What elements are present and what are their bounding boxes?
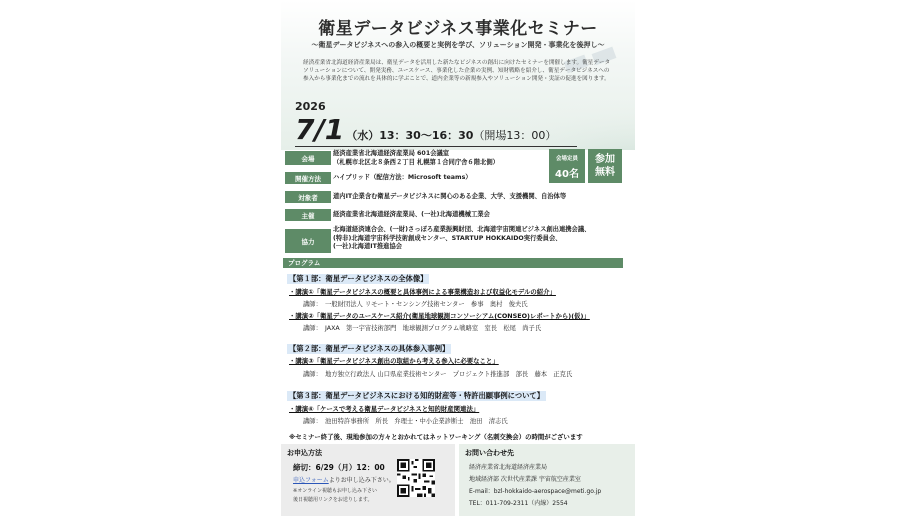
venue-value — [333, 150, 499, 167]
qr-code-icon[interactable] — [397, 459, 435, 497]
venue-name: 経済産業省北海道経済産業局 601会議室 — [333, 150, 450, 157]
contact-tel: TEL：011-709-2311（内線）2554 — [469, 500, 568, 507]
apply-note-2: 後日視聴用リンクをお送りします。 — [293, 497, 373, 503]
lecture-2-title: ・講演②「衛星データのユースケース紹介(衛星地球観測コンソーシアム(CONSEO)レポートから)(仮)」 — [289, 312, 590, 320]
contact-dept: 地域経済部 次世代産業課 宇宙航空産業室 — [469, 476, 581, 483]
host-label: 主催 — [285, 209, 331, 221]
event-time: （水）13：30〜16：30 — [346, 129, 474, 142]
capacity-value: 40名 — [555, 169, 579, 180]
target-value: 道内IT企業含む衛星データビジネスに関心のある企業、大学、支援機関、自治体等 — [333, 193, 567, 200]
venue-address: （札幌市北区北８条西２丁目 札幌第１合同庁舎６階北側） — [333, 158, 499, 166]
lecture-4-title: ・講演④「ケースで考える衛星データビジネスと知的財産関連法」 — [289, 405, 480, 413]
contact-email[interactable]: E-mail：bzl-hokkaido-aerospace@meti.go.jp — [469, 488, 602, 495]
lecture-3-title: ・講演③「衛星データビジネス創出の取組から考える参入に必要なこと」 — [289, 357, 499, 365]
capacity-label: 会場定員 — [555, 156, 578, 162]
event-open-time: （開場13：00） — [473, 129, 557, 142]
seminar-flyer — [281, 0, 635, 516]
date-underline — [295, 146, 577, 147]
apply-form-link[interactable]: 申込フォーム — [293, 477, 329, 484]
event-date — [295, 113, 556, 146]
lecture-2-speaker: 講師： JAXA 第一宇宙技術部門 地球観測プログラム戦略室 室長 松尾 尚子氏 — [303, 325, 542, 332]
cooperation-line-3: (一社)北海道IT推進協会 — [333, 243, 403, 250]
apply-title: お申込方法 — [287, 449, 322, 457]
venue-label: 会場 — [285, 151, 331, 165]
part1-title: 【第１部：衛星データビジネスの全体像】 — [289, 274, 428, 283]
page-subtitle: ～衛星データビジネスへの参入の概要と実例を学び、ソリューション開発・事業化を後押し～ — [311, 41, 605, 49]
target-label: 対象者 — [285, 191, 331, 203]
event-date-day: 7/1 — [295, 113, 345, 146]
apply-box — [281, 444, 455, 516]
format-value: ハイブリッド（配信方法：Microsoft teams） — [333, 174, 472, 181]
event-year: 2026 — [295, 100, 326, 113]
part3-title: 【第３部：衛星データビジネスにおける知的財産等・特許出願事例について】 — [289, 391, 545, 400]
cooperation-value — [333, 226, 590, 252]
lecture-1-title: ・講演①「衛星データビジネスの概要と具体事例による事業構造および収益化モデルの紹介」 — [289, 288, 556, 296]
free-badge-line2: 無料 — [595, 167, 615, 178]
free-badge — [588, 149, 622, 183]
networking-note: ※セミナー終了後、現地参加の方々とおかれてはネットワーキング（名刺交換会）の時間がございます — [289, 433, 583, 441]
part2-title: 【第２部：衛星データビジネスの具体参入事例】 — [289, 344, 450, 353]
contact-title: お問い合わせ先 — [465, 449, 514, 457]
intro-paragraph: 経済産業省北海道経済産業局は、衛星データを活用した新たなビジネスの創出に向けたセミナーを開催します。衛星データソリューションについて、開発実務、ユースケース、事業化した企業の実例、知財戦略を紹介し、衛星データビジネスへの参入から事業化までの流れを具体的に学ぶことで、道内企業等の新規参入やソリューション開発・実証の促進を図ります。 — [303, 60, 611, 82]
program-header: プログラム — [283, 258, 623, 268]
apply-instruction-rest: よりお申し込み下さい。 — [328, 477, 395, 484]
cooperation-line-2: (特非)北海道宇宙科学技術創成センター、STARTUP HOKKAIDO実行委員会、 — [333, 234, 562, 242]
capacity-badge — [549, 149, 585, 183]
lecture-1-speaker: 講師： 一般財団法人 リモート・センシング技術センター 参事 奥村 俊夫氏 — [303, 301, 528, 308]
lecture-3-speaker: 講師： 地方独立行政法人 山口県産業技術センター プロジェクト推進部 部長 藤本 正克氏 — [303, 371, 573, 378]
apply-deadline: 締切：6/29（月）12：00 — [293, 463, 385, 472]
cooperation-line-1: 北海道経済連合会、(一財)さっぽろ産業振興財団、北海道宇宙関連ビジネス創出連携会議、 — [333, 226, 591, 233]
host-value: 経済産業省北海道経済産業局、(一社)北海道機械工業会 — [333, 211, 490, 218]
free-badge-line1: 参加 — [595, 154, 615, 165]
apply-instruction — [293, 475, 395, 484]
apply-note-1: ※オンライン視聴もお申し込み下さい — [293, 488, 378, 494]
contact-org: 経済産業省北海道経済産業局 — [469, 464, 548, 471]
format-label: 開催方法 — [285, 172, 331, 184]
lecture-4-speaker: 講師： 池田特許事務所 所長 弁理士・中小企業診断士 池田 清志氏 — [303, 418, 508, 425]
cooperation-label: 協力 — [285, 229, 331, 253]
page-title: 衛星データビジネス事業化セミナー — [318, 19, 598, 39]
contact-box — [459, 444, 635, 516]
